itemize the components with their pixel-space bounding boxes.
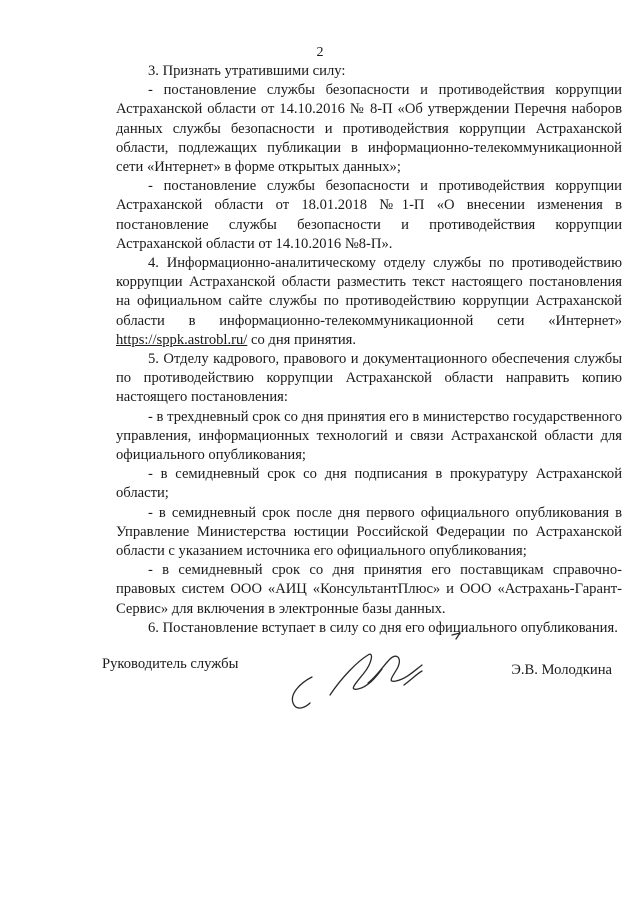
paragraph-item-5: 5. Отделу кадрового, правового и документационного обеспечения службы по противодействию коррупции Астраханской области направить копию настоящего постановления:	[116, 351, 622, 406]
paragraph-item-4-text: 4. Информационно-аналитическому отделу службы по противодействию коррупции Астраханской области разместить текст настоящего постановления на официальном сайте службы по противодействию коррупции Астраханской области в информационно-телекоммуникационной сети «Интернет»	[116, 255, 622, 329]
paragraph-send-legal-systems: - в семидневный срок со дня принятия его поставщикам справочно-правовых систем ООО «АИЦ «КонсультантПлюс» и ООО «Астрахань-Гарант-Сервис» для включения в электронные базы данных.	[116, 562, 622, 617]
site-link[interactable]: https://sppk.astrobl.ru/	[116, 331, 248, 348]
paragraph-send-justice: - в семидневный срок после дня первого официального опубликования в Управление Министерства юстиции Российской Федерации по Астраханской области с указанием источника его официального опубликования;	[116, 504, 622, 560]
signature-block	[102, 655, 612, 679]
site-link-suffix: со дня принятия.	[247, 331, 356, 348]
paragraph-repeal-1: - постановление службы безопасности и противодействия коррупции Астраханской области от 14.10.2016 № 8-П «Об утверждении Перечня наборов данных службы безопасности и противодействия коррупции Астраханской области, подлежащих публикации в информационно-телекоммуникационной сети «Интернет» в форме открытых данных»;	[116, 82, 622, 176]
paragraph-item-4	[116, 254, 622, 350]
paragraph-item-3: 3. Признать утратившими силу:	[148, 63, 346, 79]
signatory-name: Э.В. Молодкина	[511, 662, 612, 678]
signatory-position: Руководитель службы	[102, 656, 239, 672]
paragraph-send-ministry: - в трехдневный срок со дня принятия его в министерство государственного управления, информационных технологий и связи Астраханской области для официального опубликования;	[116, 408, 622, 464]
document-body	[116, 62, 622, 638]
paragraph-send-prosecutor: - в семидневный срок со дня подписания в прокуратуру Астраханской области;	[116, 466, 622, 502]
page-number: 2	[316, 45, 324, 60]
paragraph-item-6: 6. Постановление вступает в силу со дня его официального опубликования.	[148, 619, 618, 636]
paragraph-repeal-2: - постановление службы безопасности и противодействия коррупции Астраханской области от 18.01.2018 №1-П «О внесении изменения в постановление службы безопасности и противодействия коррупции Астраханской области от 14.10.2016 №8-П».	[116, 178, 622, 252]
